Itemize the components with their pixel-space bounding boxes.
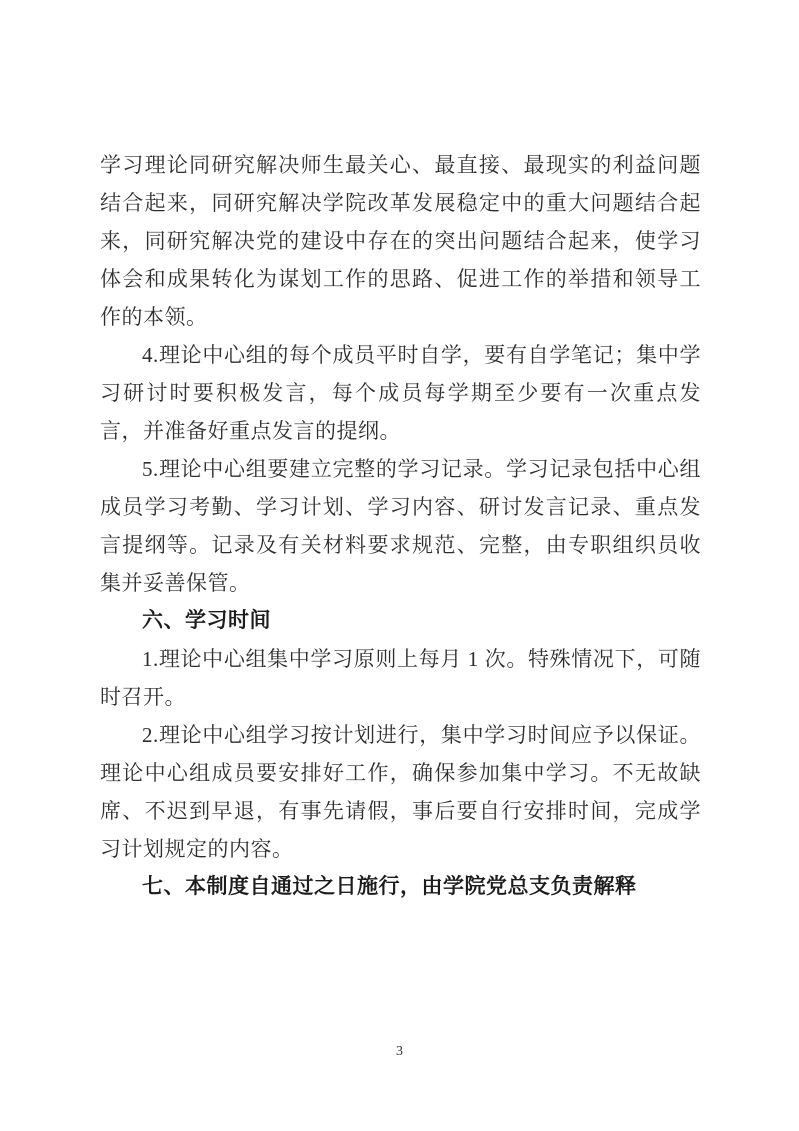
section-heading: 七、本制度自通过之日施行，由学院党总支负责解释 <box>142 875 637 898</box>
body-paragraph: 4.理论中心组的每个成员平时自学，要有自学笔记；集中学习研讨时要积极发言，每个成员每学期至少要有一次重点发言，并准备好重点发言的提纲。 <box>100 343 701 443</box>
page-number: 3 <box>396 1044 403 1059</box>
body-paragraph: 5.理论中心组要建立完整的学习记录。学习记录包括中心组成员学习考勤、学习计划、学习内容、研讨发言记录、重点发言提纲等。记录及有关材料要求规范、完整，由专职组织员收集并妥善保管。 <box>100 457 701 595</box>
body-paragraph: 学习理论同研究解决师生最关心、最直接、最现实的利益问题结合起来，同研究解决学院改革发展稳定中的重大问题结合起来，同研究解决党的建设中存在的突出问题结合起来，使学习体会和成果转化为谋划工作的思路、促进工作的举措和领导工作的本领。 <box>100 153 701 329</box>
section-heading: 六、学习时间 <box>142 609 271 632</box>
body-paragraph: 1.理论中心组集中学习原则上每月 1 次。特殊情况下，可随时召开。 <box>100 647 701 709</box>
body-paragraph: 2.理论中心组学习按计划进行，集中学习时间应予以保证。理论中心组成员要安排好工作，确保参加集中学习。不无故缺席、不迟到早退，有事先请假，事后要自行安排时间，完成学习计划规定的内容。 <box>100 723 701 861</box>
document-body <box>100 146 701 906</box>
